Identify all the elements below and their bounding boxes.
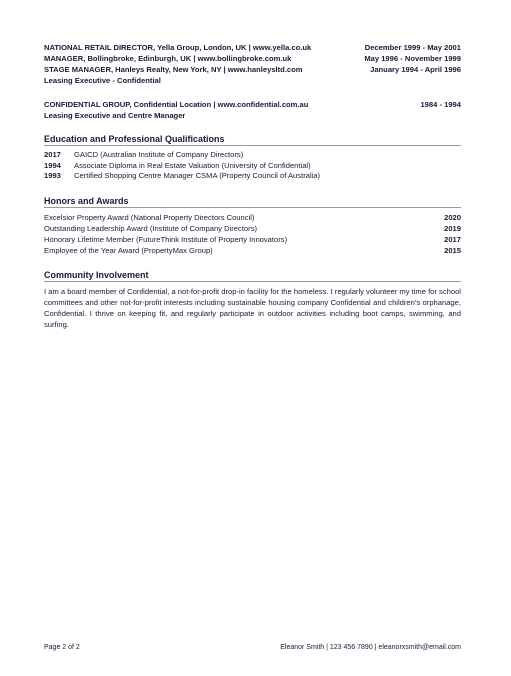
experience-row [44, 110, 461, 121]
honors-list [44, 212, 461, 256]
education-year: 2017 [44, 150, 61, 159]
award-text: Employee of the Year Award (PropertyMax Group) [44, 245, 213, 255]
award-item [44, 234, 461, 245]
award-text: Excelsior Property Award (National Property Directors Council) [44, 212, 255, 222]
page-footer [44, 644, 461, 651]
experience-row [44, 64, 461, 75]
award-year: 2020 [444, 212, 461, 222]
education-text: GAICD (Australian Institute of Company Directors) [74, 150, 244, 159]
award-item [44, 245, 461, 256]
experience-title: NATIONAL RETAIL DIRECTOR, Yella Group, London, UK | www.yella.co.uk [44, 43, 312, 52]
experience-dates: 1984 - 1994 [420, 100, 461, 109]
education-year: 1993 [44, 171, 61, 180]
experience-title: MANAGER, Bollingbroke, Edinburgh, UK | www.bollingbroke.com.uk [44, 54, 292, 63]
award-item [44, 223, 461, 234]
award-year: 2015 [444, 245, 461, 255]
experience-subtitle: Leasing Executive - Confidential [44, 76, 161, 85]
education-item [44, 161, 461, 172]
education-text: Certified Shopping Centre Manager CSMA (Property Council of Australia) [74, 171, 321, 180]
page-number: Page 2 of 2 [44, 644, 80, 651]
community-paragraph: I am a board member of Confidential, a not-for-profit drop-in facility for the homeless. I regularly volunteer my time for school committees and other not-for-profit interests including sustainable housing company Confidential and children's orphanage, Confidential. I thrive on keeping fit, and regularly participate in outdoor activities including boot camps, swimming, and surfing. [44, 286, 461, 330]
experience-group-1 [44, 42, 461, 86]
experience-dates: December 1999 - May 2001 [364, 43, 461, 52]
education-text: Associate Diploma in Real Estate Valuation (University of Confidential) [74, 160, 311, 170]
education-list [44, 150, 461, 182]
education-heading: Education and Professional Qualifications [44, 134, 461, 146]
award-item [44, 212, 461, 223]
experience-row [44, 75, 461, 86]
award-year: 2017 [444, 234, 461, 244]
award-year: 2019 [444, 223, 461, 233]
footer-contact: Eleanor Smith | 123 456 7890 | eleanorxsmith@email.com [280, 644, 461, 651]
experience-group-2 [44, 99, 461, 121]
experience-row [44, 42, 461, 53]
award-text: Outstanding Leadership Award (Institute of Company Directors) [44, 223, 258, 233]
education-item [44, 150, 461, 161]
honors-heading: Honors and Awards [44, 196, 461, 208]
experience-title: STAGE MANAGER, Hanleys Realty, New York, NY | www.hanleysltd.com [44, 65, 303, 74]
education-year: 1994 [44, 160, 61, 170]
experience-row [44, 99, 461, 110]
experience-dates: May 1996 - November 1999 [364, 54, 461, 63]
experience-row [44, 53, 461, 64]
experience-dates: January 1994 - April 1996 [370, 65, 461, 74]
experience-subtitle: Leasing Executive and Centre Manager [44, 111, 186, 120]
community-heading: Community Involvement [44, 270, 461, 282]
education-item [44, 171, 461, 182]
resume-page [44, 42, 461, 331]
award-text: Honorary Lifetime Member (FutureThink Institute of Property Innovators) [44, 234, 288, 244]
experience-title: CONFIDENTIAL GROUP, Confidential Location | www.confidential.com.au [44, 100, 309, 109]
